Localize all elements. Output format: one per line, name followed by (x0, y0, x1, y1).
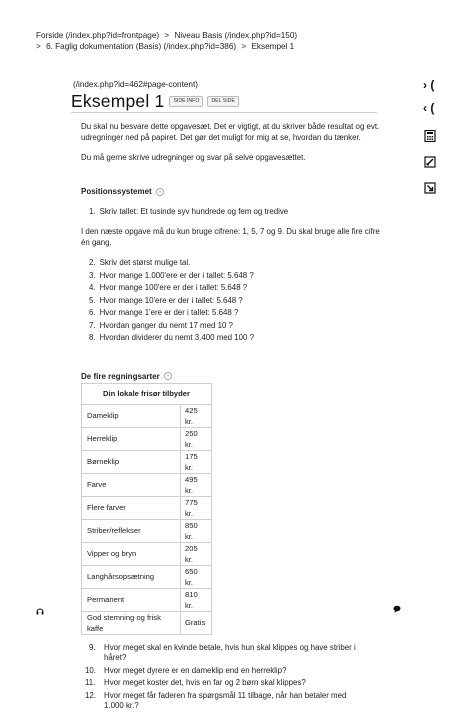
question-text: Hvor mange 1'ere er der i tallet: 5.648 ? (99, 308, 239, 317)
table-cell-price: 495 kr. (181, 473, 212, 496)
question-text: Hvor meget dyrere er en dameklip end en herreklip? (104, 665, 287, 675)
intro-paragraph-2: Du må gerne skrive udregninger og svar på selve opgavesættet. (81, 153, 306, 162)
title-row (71, 91, 239, 112)
table-cell-price: 425 kr. (181, 404, 212, 427)
table-cell-item: Langhårsopsætning (82, 565, 181, 588)
question-row (81, 307, 381, 319)
table-cell-price: 650 kr. (181, 565, 212, 588)
page-title: Eksempel 1 (71, 91, 165, 111)
question-text: Hvor meget skal en kvinde betale, hvis hun skal klippes og have striber i håret? (104, 642, 356, 662)
page-anchor-link[interactable]: (/index.php?id=462#page-content) (73, 80, 198, 89)
question-row (81, 270, 381, 282)
title-divider (71, 112, 377, 113)
table-row (82, 519, 212, 542)
table-row (82, 542, 212, 565)
question-number: 2. (89, 258, 96, 267)
question-text: Hvor mange 100'ere er der i tallet: 5.648 ? (99, 283, 248, 292)
instruction-text: I den næste opgave må du kun bruge cifrene: 1, 5, 7 og 9. Du skal bruge alle fire cifre én gang. (81, 227, 380, 247)
question-text: Hvordan ganger du nemt 17 med 10 ? (99, 320, 233, 330)
question-row (81, 257, 381, 269)
next-page-button[interactable]: › ( (423, 78, 435, 92)
question-text: Hvor meget koster det, hvis en far og 2 børn skal klippes? (104, 678, 306, 687)
breadcrumb-separator: > (241, 42, 247, 51)
section-title-de-fire-regningsarter (81, 371, 381, 382)
section-title-label: De fire regningsarter (81, 371, 160, 381)
question-number: 7. (89, 320, 96, 330)
table-cell-item: Flere farver (82, 496, 181, 519)
breadcrumb-niveau-basis[interactable]: Niveau Basis (/index.php?id=150) (174, 31, 298, 40)
table-cell-item: Vipper og bryn (82, 542, 181, 565)
table-row (82, 496, 212, 519)
edit-note-icon[interactable] (424, 156, 436, 168)
question-text: Hvor mange 1.000'ere er der i tallet: 5.648 ? (99, 270, 254, 280)
question-number: 11. (85, 678, 96, 687)
side-info-button[interactable]: SIDE INFO (169, 96, 203, 107)
question-text: Hvor mange 10'ere er der i tallet: 5.648 ? (99, 295, 243, 305)
intro-paragraph-1: Du skal nu besvare dette opgavesæt. Det er vigtigt, at du skriver både resultat og evt. udregninger ned på papiret. Det gør det muligt for mig at se, hvordan du tænker. (81, 122, 380, 142)
question-list-2 (81, 643, 381, 712)
question-number: 1. (89, 207, 96, 216)
expand-icon[interactable]: » (164, 372, 172, 380)
external-link-icon[interactable] (424, 182, 436, 194)
table-cell-item: Dameklip (82, 404, 181, 427)
table-cell-price: 205 kr. (181, 542, 212, 565)
table-row (82, 404, 212, 427)
table-cell-item: Børneklip (82, 450, 181, 473)
comment-icon[interactable] (393, 605, 401, 615)
question-text: Skriv tallet: Et tusinde syv hundrede og fem og tredive (99, 207, 289, 216)
table-cell-item: God stemning og frisk kaffe (82, 611, 181, 634)
question-list (81, 257, 381, 344)
question-row (81, 643, 381, 664)
table-cell-item: Herreklip (82, 427, 181, 450)
table-cell-price: 175 kr. (181, 450, 212, 473)
question-row (81, 678, 381, 689)
question-text: Hvordan dividerer du nemt 3.400 med 100 ? (99, 333, 254, 342)
question-number: 5. (89, 295, 96, 305)
price-table (81, 383, 212, 635)
question-number: 9. (89, 642, 96, 652)
table-cell-item: Farve (82, 473, 181, 496)
question-row (81, 666, 381, 677)
question-number: 8. (89, 333, 96, 342)
table-cell-price: Gratis (181, 611, 212, 634)
breadcrumb-faglig-dokumentation[interactable]: 6. Faglig dokumentation (Basis) (/index.php?id=386) (46, 42, 237, 51)
table-cell-price: 810 kr. (181, 588, 212, 611)
table-row (82, 473, 212, 496)
question-number: 3. (89, 270, 96, 280)
breadcrumb-separator: > (36, 42, 41, 51)
table-row (82, 588, 212, 611)
question-row (81, 295, 381, 307)
question-number: 4. (89, 283, 96, 292)
table-cell-item: Striber/reflekser (82, 519, 181, 542)
expand-icon[interactable]: » (156, 188, 164, 196)
table-row (82, 427, 212, 450)
section-title-label: Positionssystemet (81, 187, 152, 196)
section-title-positionssystemet (81, 186, 381, 197)
question-text: Skriv det størst mulige tal. (99, 258, 191, 267)
question-number: 6. (89, 308, 96, 317)
question-number: 12. (85, 690, 96, 700)
table-title: Din lokale frisør tilbyder (82, 383, 212, 404)
question-text: Hvor meget får faderen fra spørgsmål 11 tilbage, når han betaler med 1.000 kr.? (104, 690, 347, 710)
table-row (82, 611, 212, 634)
breadcrumb-separator: > (164, 31, 170, 40)
question-row (81, 282, 381, 294)
table-cell-price: 775 kr. (181, 496, 212, 519)
question-row (81, 691, 381, 712)
side-nav (423, 75, 447, 208)
prev-page-button[interactable]: ‹ ( (423, 101, 435, 115)
question-row (81, 206, 381, 217)
question-number: 10. (85, 665, 96, 675)
table-cell-price: 850 kr. (181, 519, 212, 542)
breadcrumb (36, 30, 416, 52)
breadcrumb-home[interactable]: Forside (/index.php?id=frontpage) (36, 31, 160, 40)
headphones-icon (36, 607, 44, 615)
table-row (82, 565, 212, 588)
table-header-row (82, 383, 212, 404)
table-cell-item: Permanent (82, 588, 181, 611)
question-row (81, 332, 381, 344)
speech-bubble-icon (393, 605, 401, 613)
breadcrumb-current: Eksempel 1 (251, 42, 295, 51)
calculator-icon[interactable] (424, 130, 436, 142)
audio-icon[interactable] (36, 607, 44, 617)
question-row (81, 320, 381, 332)
page-content (81, 121, 381, 714)
table-row (82, 450, 212, 473)
del-side-button[interactable]: DEL SIDE (207, 96, 238, 107)
table-cell-price: 250 kr. (181, 427, 212, 450)
